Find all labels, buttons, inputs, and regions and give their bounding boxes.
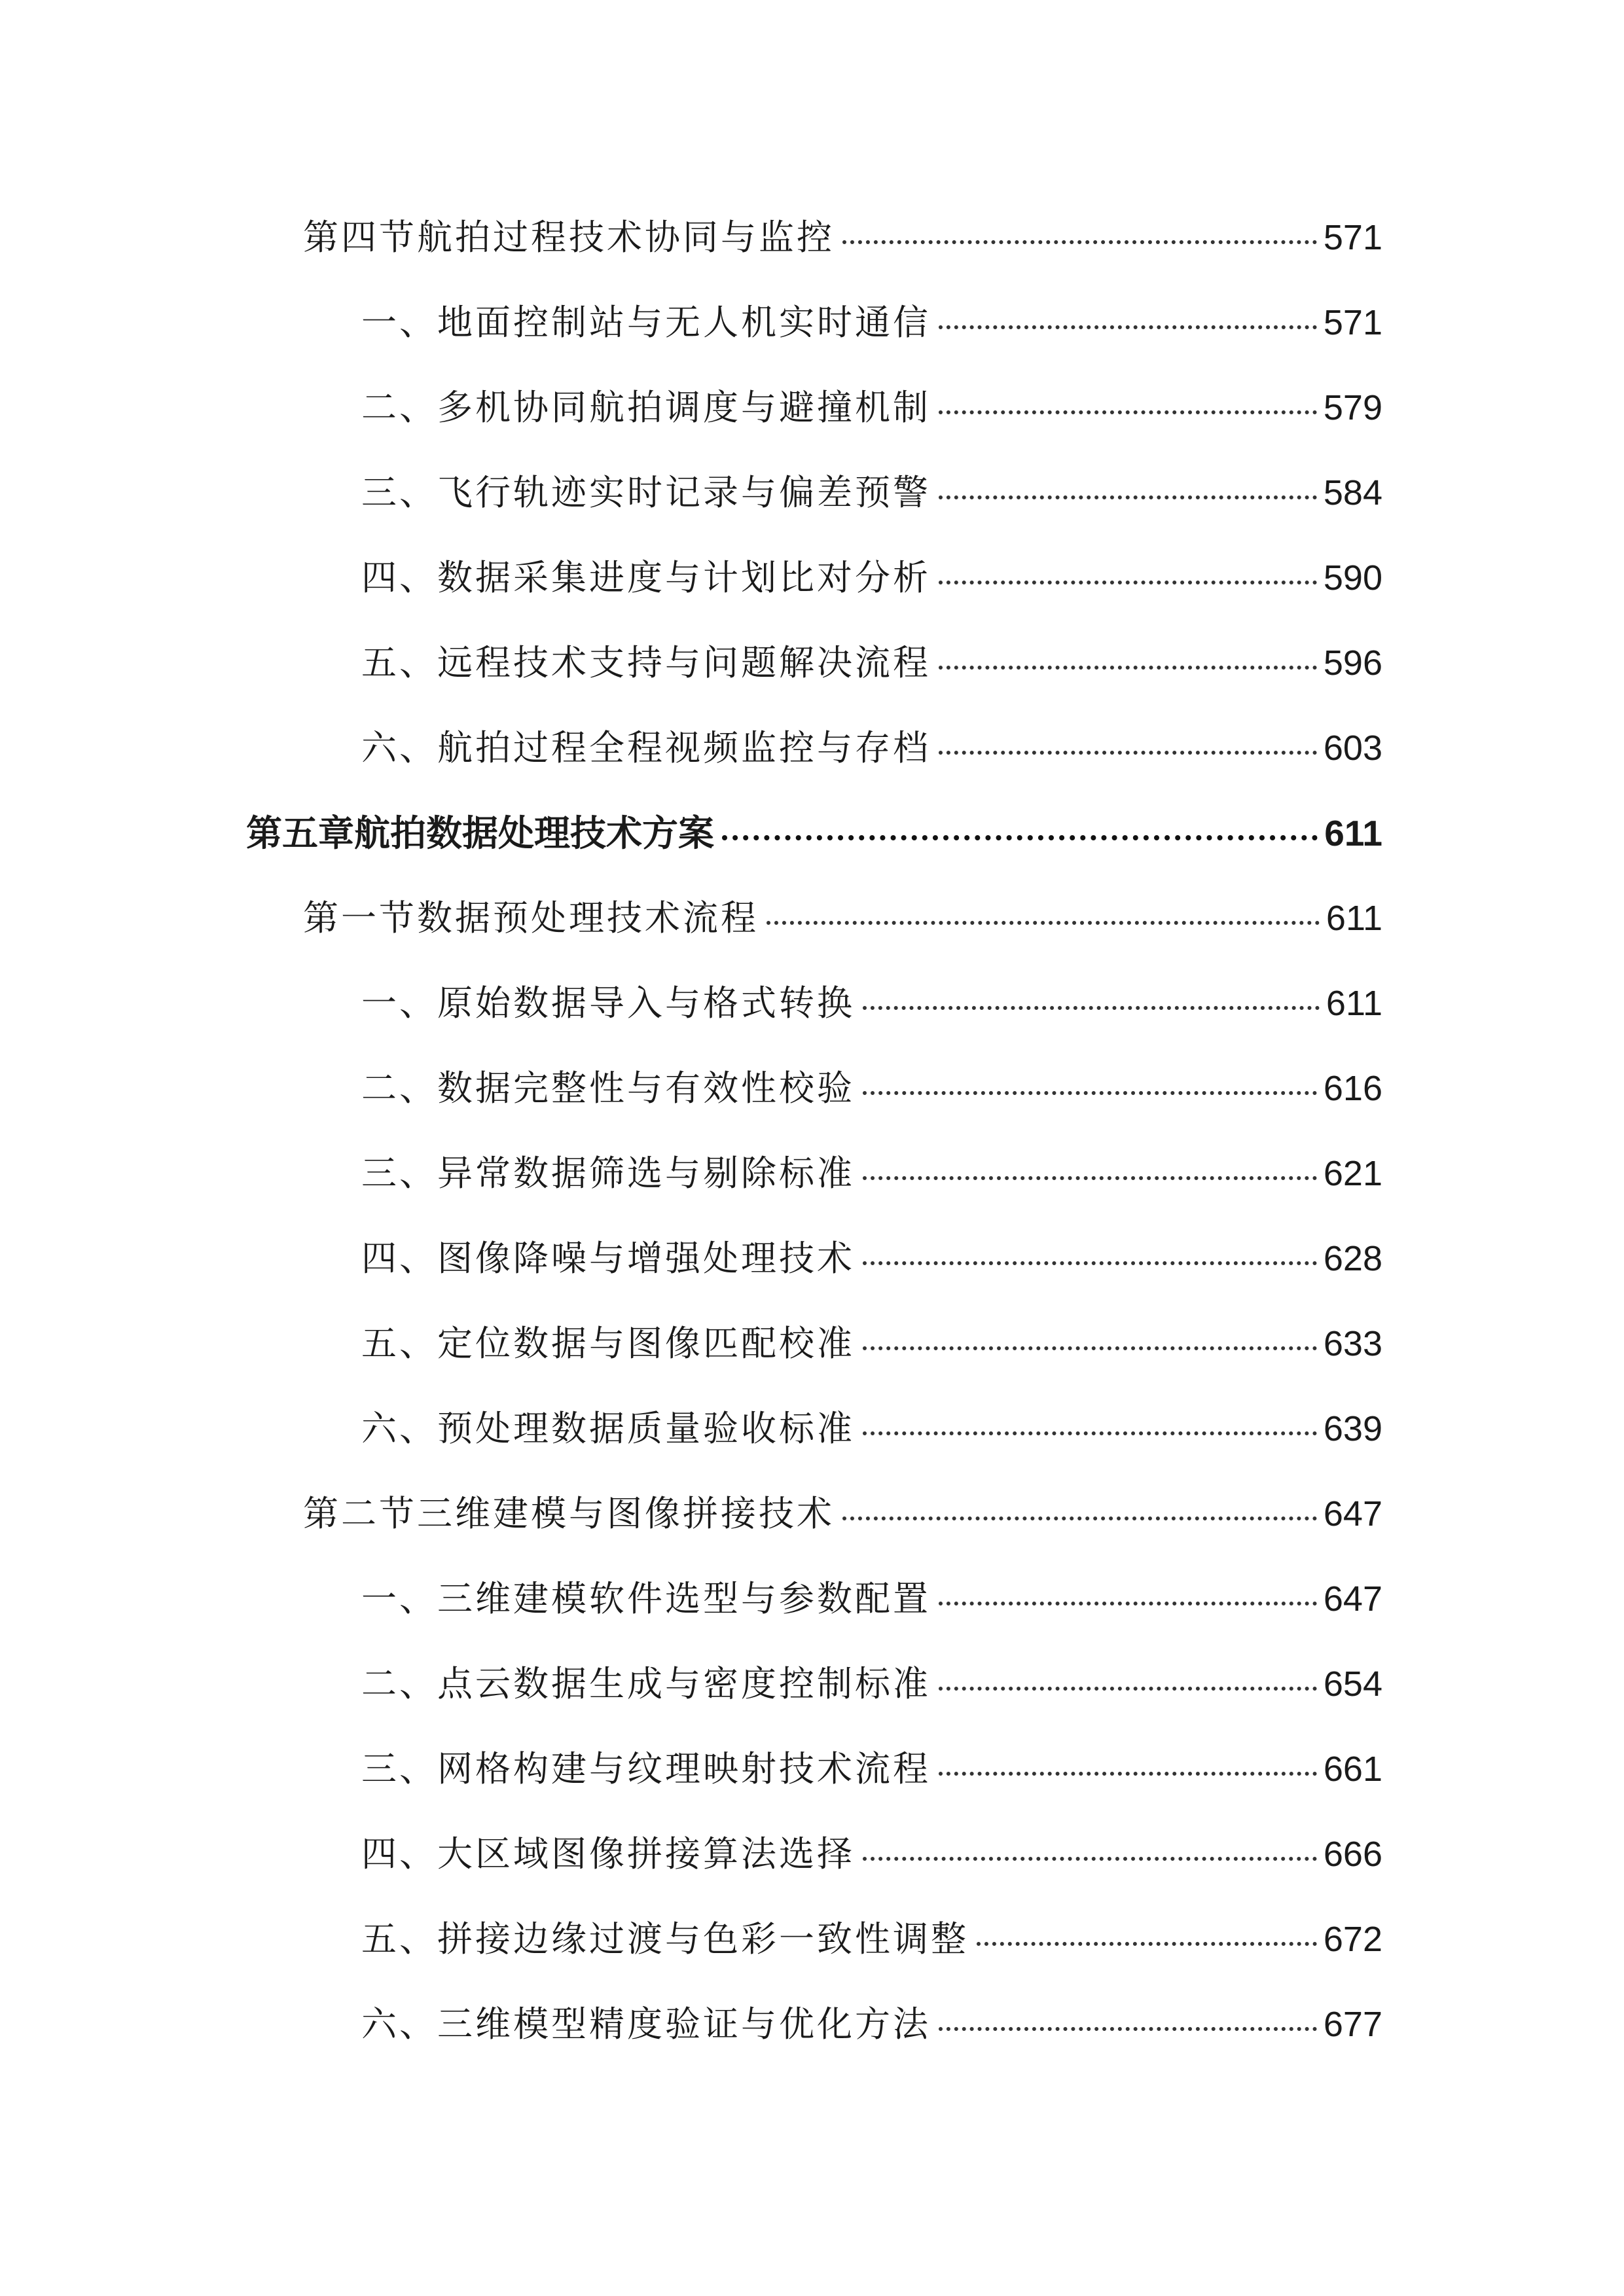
toc-entry-subsection[interactable] (361, 980, 1382, 1026)
dot-leader (939, 495, 1317, 499)
dot-leader (939, 1602, 1317, 1605)
toc-entry-title: 第四节航拍过程技术协同与监控 (303, 217, 835, 258)
dot-leader (939, 325, 1317, 329)
toc-entry-page-number: 584 (1323, 473, 1382, 512)
toc-entry-title: 四、数据采集进度与计划比对分析 (361, 557, 931, 598)
toc-entry-title: 三、飞行轨迹实时记录与偏差预警 (361, 472, 931, 513)
toc-entry-subsection[interactable] (361, 1746, 1382, 1792)
toc-entry-title: 四、大区域图像拼接算法选择 (361, 1833, 855, 1874)
toc-entry-page-number: 611 (1326, 984, 1382, 1023)
toc-entry-subsection[interactable] (361, 1236, 1382, 1282)
toc-entry-title: 六、三维模型精度验证与优化方法 (361, 2003, 931, 2045)
dot-leader (767, 921, 1320, 925)
toc-entry-section[interactable] (303, 1491, 1382, 1537)
dot-leader (863, 1857, 1317, 1861)
toc-entry-title: 第二节三维建模与图像拼接技术 (303, 1493, 835, 1534)
toc-entry-page-number: 596 (1323, 643, 1382, 683)
dot-leader (722, 835, 1318, 840)
toc-entry-subsection[interactable] (361, 1151, 1382, 1196)
dot-leader (842, 240, 1317, 244)
toc-entry-page-number: 647 (1323, 1494, 1382, 1534)
toc-entry-page-number: 666 (1323, 1835, 1382, 1874)
toc-entry-page-number: 579 (1323, 388, 1382, 427)
toc-entry-subsection[interactable] (361, 1406, 1382, 1452)
toc-entry-subsection[interactable] (361, 1916, 1382, 1962)
toc-entry-title: 一、地面控制站与无人机实时通信 (361, 302, 931, 343)
toc-entry-page-number: 616 (1323, 1069, 1382, 1108)
dot-leader (863, 1006, 1320, 1010)
toc-entry-page-number: 611 (1326, 899, 1382, 938)
toc-entry-subsection[interactable] (361, 555, 1382, 601)
dot-leader (939, 751, 1317, 755)
dot-leader (842, 1516, 1317, 1520)
toc-entry-subsection[interactable] (361, 1831, 1382, 1877)
dot-leader (939, 1772, 1317, 1776)
toc-entry-page-number: 628 (1323, 1239, 1382, 1278)
toc-entry-subsection[interactable] (361, 725, 1382, 771)
dot-leader (863, 1091, 1317, 1095)
toc-entry-section[interactable] (303, 215, 1382, 260)
toc-entry-title: 四、图像降噪与增强处理技术 (361, 1238, 855, 1279)
toc-entry-title: 二、数据完整性与有效性校验 (361, 1067, 855, 1109)
toc-entry-page-number: 590 (1323, 558, 1382, 598)
dot-leader (939, 666, 1317, 670)
toc-entry-page-number: 603 (1323, 728, 1382, 768)
toc-entry-subsection[interactable] (361, 1661, 1382, 1707)
toc-entry-page-number: 639 (1323, 1409, 1382, 1448)
toc-entry-title: 五、拼接边缘过渡与色彩一致性调整 (361, 1918, 969, 1960)
toc-entry-subsection[interactable] (361, 470, 1382, 516)
toc-entry-subsection[interactable] (361, 300, 1382, 346)
toc-entry-page-number: 571 (1323, 218, 1382, 257)
dot-leader (863, 1346, 1317, 1350)
toc-entry-page-number: 647 (1323, 1579, 1382, 1619)
toc-entry-page-number: 611 (1324, 813, 1382, 853)
toc-entry-page-number: 672 (1323, 1920, 1382, 1959)
toc-entry-title: 五、远程技术支持与问题解决流程 (361, 642, 931, 683)
toc-entry-title: 三、网格构建与纹理映射技术流程 (361, 1748, 931, 1789)
dot-leader (863, 1431, 1317, 1435)
toc-entry-title: 三、异常数据筛选与剔除标准 (361, 1153, 855, 1194)
toc-entry-title: 一、三维建模软件选型与参数配置 (361, 1578, 931, 1619)
toc-entry-title: 六、航拍过程全程视频监控与存档 (361, 727, 931, 768)
dot-leader (939, 581, 1317, 584)
toc-entry-chapter[interactable] (246, 810, 1382, 856)
toc-entry-subsection[interactable] (361, 1576, 1382, 1622)
toc-entry-title: 五、定位数据与图像匹配校准 (361, 1323, 855, 1364)
dot-leader (863, 1261, 1317, 1265)
toc-entry-subsection[interactable] (361, 1066, 1382, 1111)
toc-entry-subsection[interactable] (361, 2001, 1382, 2047)
toc-entry-subsection[interactable] (361, 385, 1382, 431)
dot-leader (939, 2027, 1317, 2031)
toc-entry-title: 第五章航拍数据处理技术方案 (246, 812, 715, 854)
dot-leader (863, 1176, 1317, 1180)
toc-entry-page-number: 621 (1323, 1154, 1382, 1193)
toc-entry-title: 一、原始数据导入与格式转换 (361, 982, 855, 1024)
toc-entry-page-number: 654 (1323, 1664, 1382, 1704)
toc-entry-subsection[interactable] (361, 640, 1382, 686)
dot-leader (977, 1942, 1317, 1946)
toc-entry-page-number: 633 (1323, 1324, 1382, 1363)
toc-entry-title: 二、点云数据生成与密度控制标准 (361, 1663, 931, 1704)
dot-leader (939, 1687, 1317, 1691)
toc-entry-title: 第一节数据预处理技术流程 (303, 897, 759, 939)
toc-entry-title: 二、多机协同航拍调度与避撞机制 (361, 387, 931, 428)
toc-entry-subsection[interactable] (361, 1321, 1382, 1367)
toc-entry-section[interactable] (303, 895, 1382, 941)
toc-entry-page-number: 661 (1323, 1749, 1382, 1789)
dot-leader (939, 410, 1317, 414)
toc-entry-title: 六、预处理数据质量验收标准 (361, 1408, 855, 1449)
toc-entry-page-number: 677 (1323, 2005, 1382, 2044)
toc-entry-page-number: 571 (1323, 303, 1382, 342)
